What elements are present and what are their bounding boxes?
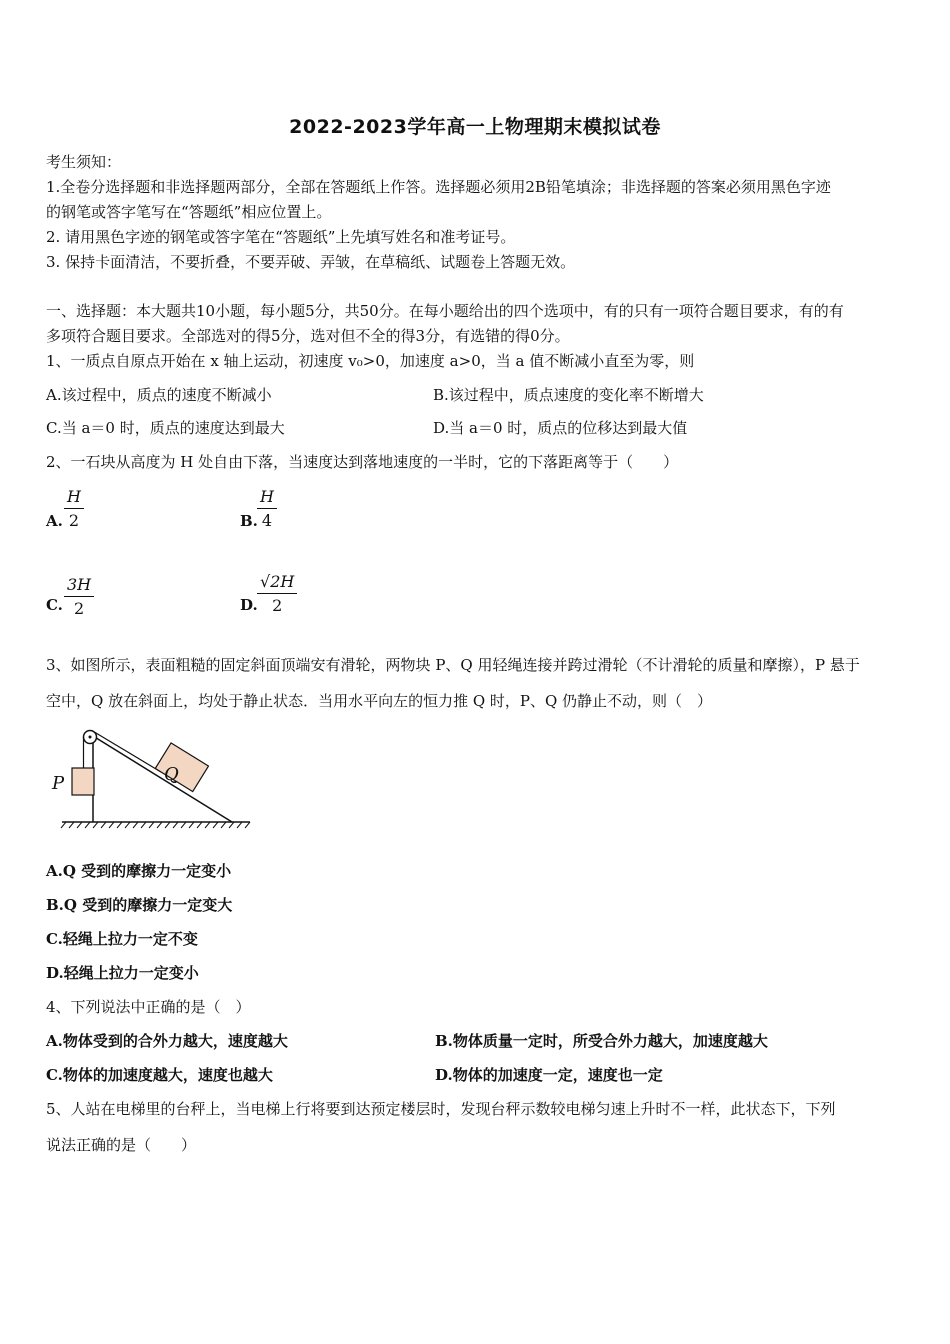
incline-surface <box>93 736 232 822</box>
q1-option-c: C.当 a＝0 时，质点的速度达到最大 <box>46 419 285 437</box>
fraction-bar <box>257 593 297 594</box>
fraction-bar <box>64 596 94 597</box>
q4-option-b: B.物体质量一定时，所受合外力越大，加速度越大 <box>435 1032 768 1050</box>
block-p-label: P <box>52 773 65 794</box>
q2-option-c-numerator: 3H <box>67 575 92 594</box>
q2-option-d-label: D. <box>240 596 258 614</box>
notice-item-1-line-1: 1.全卷分选择题和非选择题两部分，全部在答题纸上作答。选择题必须用2B铅笔填涂；非选择题的答案必须用黑色字迹 <box>46 178 831 196</box>
ground-hatching <box>61 822 250 828</box>
block-q-label: Q <box>164 764 179 785</box>
q2-option-d-numerator: √2H <box>260 572 295 591</box>
q2-option-a-fraction <box>64 487 84 530</box>
q1-option-b: B.该过程中，质点速度的变化率不断增大 <box>433 386 704 404</box>
q4-stem: 4、下列说法中正确的是（ ） <box>46 998 251 1016</box>
q2-option-c-fraction <box>64 575 94 618</box>
q2-option-b-label: B. <box>240 512 258 530</box>
q4-option-a: A.物体受到的合外力越大，速度越大 <box>46 1032 288 1050</box>
q3-option-c: C.轻绳上拉力一定不变 <box>46 930 198 948</box>
notice-heading: 考生须知： <box>46 153 122 171</box>
q2-stem: 2、一石块从高度为 H 处自由下落，当速度达到落地速度的一半时，它的下落距离等于（ ） <box>46 453 679 471</box>
q1-option-a: A.该过程中，质点的速度不断减小 <box>46 386 272 404</box>
pulley-axle-icon <box>89 736 92 739</box>
q2-option-d-denominator: 2 <box>272 596 283 615</box>
q2-option-b-numerator: H <box>260 487 274 506</box>
q2-option-a-denominator: 2 <box>68 511 80 530</box>
q2-option-d-fraction <box>257 572 297 615</box>
q5-stem-line-1: 5、人站在电梯里的台秤上，当电梯上行将要到达预定楼层时，发现台秤示数较电梯匀速上升时不一样，此状态下，下列 <box>46 1100 836 1118</box>
fraction-bar <box>64 508 84 509</box>
section-1-intro-line-2: 多项符合题目要求。全部选对的得5分，选对但不全的得3分，有选错的得0分。 <box>46 327 570 345</box>
block-p <box>72 768 94 795</box>
q1-option-d: D.当 a＝0 时，质点的位移达到最大值 <box>433 419 688 437</box>
notice-item-3: 3. 保持卡面清洁，不要折叠，不要弄破、弄皱，在草稿纸、试题卷上答题无效。 <box>46 253 576 271</box>
q3-stem-line-2: 空中，Q 放在斜面上，均处于静止状态．当用水平向左的恒力推 Q 时，P、Q 仍静止不动，则（ ） <box>46 692 713 710</box>
q2-option-a-numerator: H <box>67 487 81 506</box>
q3-option-b: B.Q 受到的摩擦力一定变大 <box>46 896 233 914</box>
section-1-intro-line-1: 一、选择题：本大题共10小题，每小题5分，共50分。在每小题给出的四个选项中，有的只有一项符合题目要求，有的有 <box>46 302 844 320</box>
q4-option-c: C.物体的加速度越大，速度也越大 <box>46 1066 273 1084</box>
q3-option-a: A.Q 受到的摩擦力一定变小 <box>46 862 232 880</box>
notice-item-1-line-2: 的钢笔或答字笔写在“答题纸”相应位置上。 <box>46 203 332 221</box>
q5-stem-line-2: 说法正确的是（ ） <box>46 1136 197 1154</box>
rope-to-q <box>92 731 161 772</box>
page-title: 2022-2023学年高一上物理期末模拟试卷 <box>289 116 661 138</box>
q2-option-b-denominator: 4 <box>261 511 273 530</box>
fraction-bar <box>257 508 277 509</box>
q2-option-b-fraction <box>257 487 277 530</box>
q4-option-d: D.物体的加速度一定，速度也一定 <box>435 1066 663 1084</box>
q2-option-c-denominator: 2 <box>73 599 85 618</box>
incline-pulley-figure <box>46 722 256 832</box>
q3-option-d: D.轻绳上拉力一定变小 <box>46 964 199 982</box>
q2-option-c-label: C. <box>46 596 63 614</box>
notice-item-2: 2. 请用黑色字迹的钢笔或答字笔在“答题纸”上先填写姓名和准考证号。 <box>46 228 516 246</box>
q2-option-a-label: A. <box>46 512 63 530</box>
q3-stem-line-1: 3、如图所示，表面粗糙的固定斜面顶端安有滑轮，两物块 P、Q 用轻绳连接并跨过滑轮（不计滑轮的质量和摩擦），P 悬于 <box>46 656 860 674</box>
q1-stem: 1、一质点自原点开始在 x 轴上运动，初速度 v₀>0，加速度 a>0，当 a 值不断减小直至为零，则 <box>46 352 695 370</box>
